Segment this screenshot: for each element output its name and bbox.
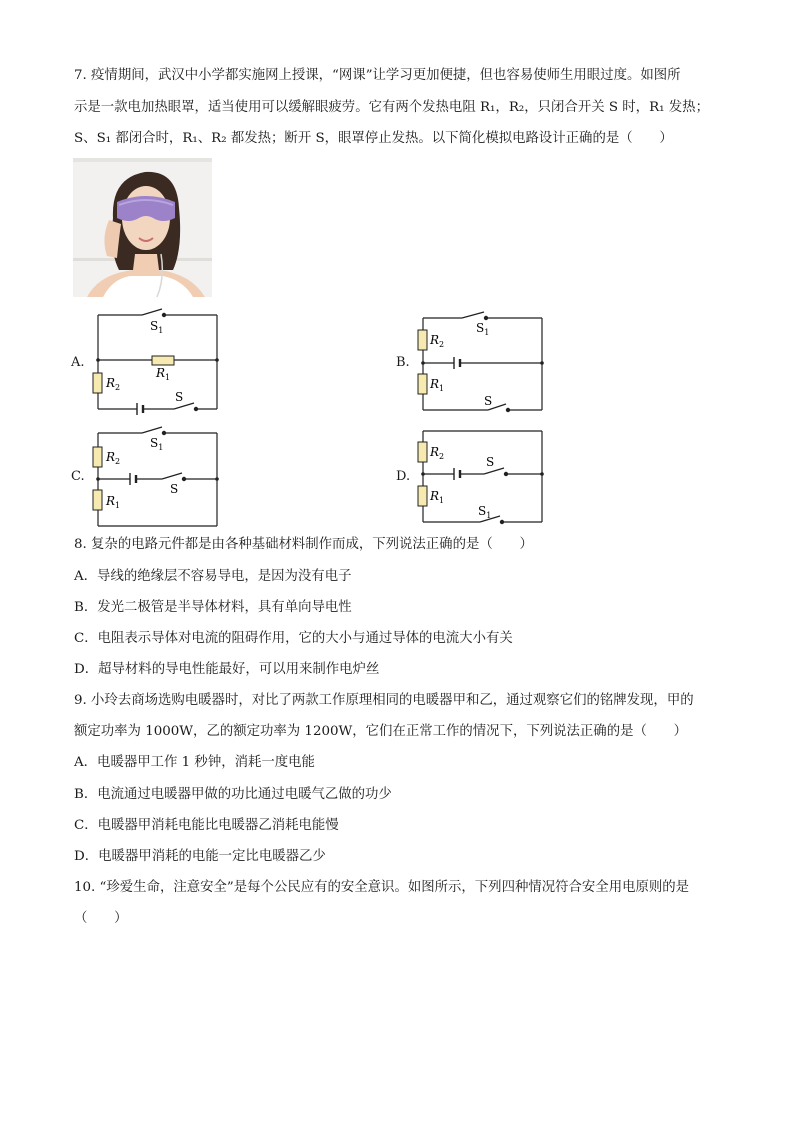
label-s1: $S_1$ [478, 504, 492, 520]
label-r2: $R_2$ [430, 445, 445, 461]
circuit-d [412, 424, 552, 532]
q8-stem: 8. 复杂的电路元件都是由各种基础材料制作而成，下列说法正确的是（ ） [74, 537, 533, 552]
q9-option-c: C．电暖器甲消耗电能比电暖器乙消耗电能慢 [74, 818, 339, 833]
q9-stem-line2: 额定功率为 1000W，乙的额定功率为 1200W，它们在正常工作的情况下，下列说法正确的是（ ） [74, 724, 688, 739]
q8-option-b: B．发光二极管是半导体材料，具有单向导电性 [74, 600, 352, 615]
label-s1: $S_1$ [476, 321, 490, 337]
label-r1: $R_1$ [430, 377, 445, 393]
option-c-label: C. [71, 469, 85, 484]
option-d-label: D. [396, 469, 411, 484]
q10-stem-line2: （ ） [74, 911, 128, 926]
q9-stem-line1: 9. 小玲去商场选购电暖器时，对比了两款工作原理相同的电暖器甲和乙，通过观察它们的铭牌发现，甲的 [74, 693, 694, 708]
circuit-c [90, 425, 230, 533]
q10-stem-line1: 10. “珍爱生命，注意安全”是每个公民应有的安全意识。如图所示，下列四种情况符合安全用电原则的是 [74, 880, 690, 895]
q9-option-a: A．电暖器甲工作 1 秒钟，消耗一度电能 [74, 755, 315, 770]
label-r1: $R_1$ [430, 489, 445, 505]
label-r1: $R_1$ [156, 366, 171, 382]
label-s: S [170, 482, 179, 496]
q8-option-c: C．电阻表示导体对电流的阻碍作用，它的大小与通过导体的电流大小有关 [74, 631, 513, 646]
label-r2: $R_2$ [106, 450, 121, 466]
label-s1: $S_1$ [150, 319, 164, 335]
resistor-r1 [152, 356, 174, 365]
eye-mask-photo [73, 158, 212, 297]
label-s: S [175, 390, 184, 404]
q8-option-a: A．导线的绝缘层不容易导电，是因为没有电子 [74, 569, 352, 584]
q9-option-d: D．电暖器甲消耗的电能一定比电暖器乙少 [74, 849, 326, 864]
q8-option-d: D．超导材料的导电性能最好，可以用来制作电炉丝 [74, 662, 380, 677]
circuit-b [412, 306, 552, 418]
eye-mask-illustration [73, 158, 212, 297]
label-r2: $R_2$ [106, 376, 121, 392]
circuit-a [90, 305, 230, 417]
q7-stem-line3: S、S₁ 都闭合时，R₁、R₂ 都发热；断开 S，眼罩停止发热。以下简化模拟电路设计正确的是（ ） [74, 131, 673, 146]
q9-option-b: B．电流通过电暖器甲做的功比通过电暖气乙做的功少 [74, 787, 392, 802]
label-r2: $R_2$ [430, 333, 445, 349]
option-a-label: A. [71, 355, 85, 370]
label-r1: $R_1$ [106, 494, 121, 510]
q7-stem-line2: 示是一款电加热眼罩，适当使用可以缓解眼疲劳。它有两个发热电阻 R₁，R₂，只闭合开关 S 时，R₁ 发热； [74, 100, 709, 115]
option-b-label: B. [396, 355, 410, 370]
label-s: S [486, 455, 495, 469]
q7-stem-line1: 7. 疫情期间，武汉中小学都实施网上授课，“网课”让学习更加便捷，但也容易使师生用眼过度。如图所 [74, 68, 681, 83]
label-s: S [484, 394, 493, 408]
label-s1: $S_1$ [150, 436, 164, 452]
resistor-r2 [93, 373, 102, 393]
